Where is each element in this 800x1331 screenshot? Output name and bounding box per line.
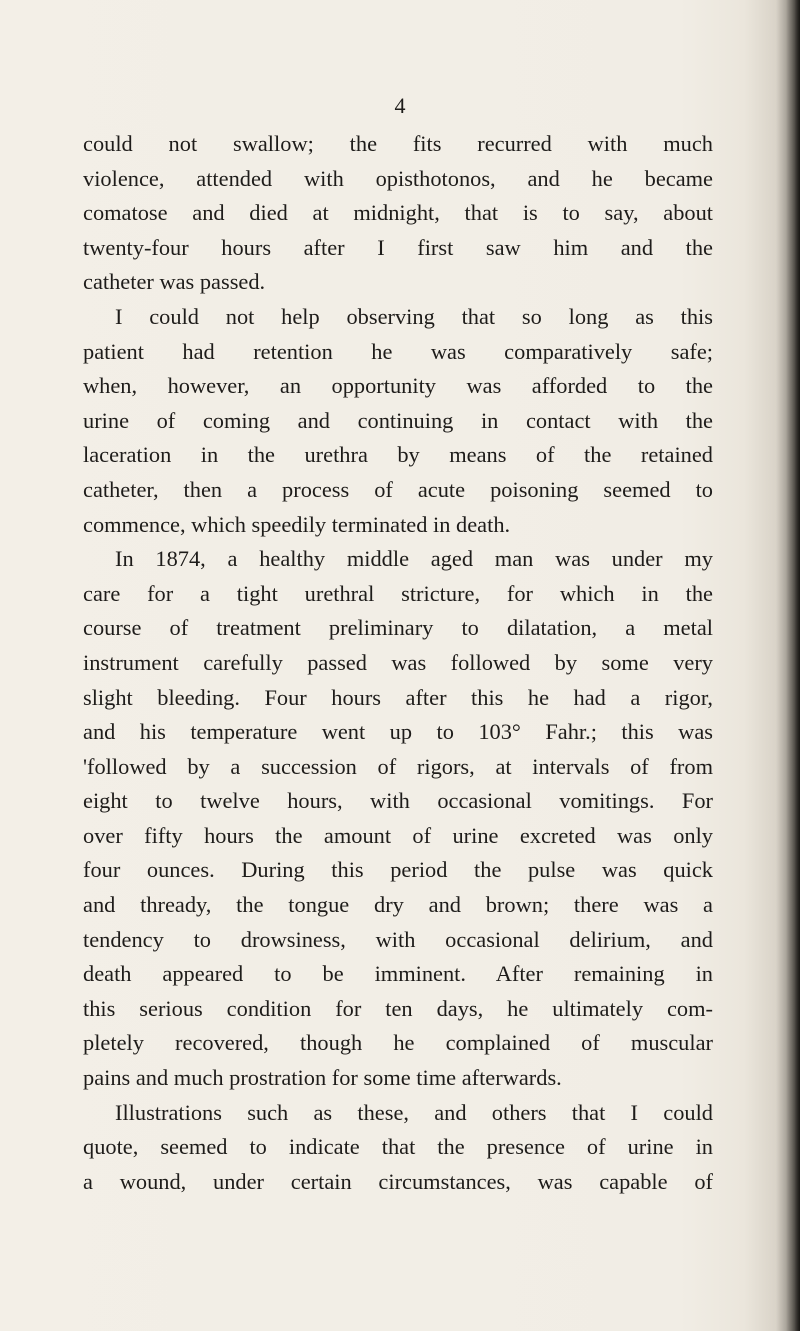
text-line: pletely recovered, though he complained of muscular bbox=[83, 1030, 713, 1056]
page-edge-shadow bbox=[786, 0, 800, 1331]
text-line: pains and much prostration for some time afterwards. bbox=[83, 1065, 562, 1091]
text-line: laceration in the urethra by means of the retained bbox=[83, 442, 713, 468]
text-line: slight bleeding. Four hours after this he had a rigor, bbox=[83, 684, 713, 710]
text-line: Illustrations such as these, and others that I could bbox=[115, 1099, 713, 1125]
text-line: when, however, an opportunity was afforded to the bbox=[83, 373, 713, 399]
page-number: 4 bbox=[394, 93, 406, 118]
text-line: comatose and died at midnight, that is to say, about bbox=[83, 200, 713, 226]
text-line: and his temperature went up to 103° Fahr.; this was bbox=[83, 719, 713, 745]
text-line: commence, which speedily terminated in death. bbox=[83, 511, 511, 537]
text-line: a wound, under certain circumstances, was capable of bbox=[83, 1168, 713, 1194]
text-line: patient had retention he was comparatively safe; bbox=[83, 338, 713, 364]
text-line: urine of coming and continuing in contact with the bbox=[83, 407, 713, 433]
text-line: In 1874, a healthy middle aged man was under my bbox=[115, 546, 713, 572]
text-line: four ounces. During this period the pulse was quick bbox=[83, 857, 713, 883]
text-line: catheter, then a process of acute poisoning seemed to bbox=[83, 476, 713, 502]
text-line: catheter was passed. bbox=[83, 269, 266, 295]
text-line: violence, attended with opisthotonos, and he became bbox=[83, 165, 713, 191]
text-line: course of treatment preliminary to dilatation, a metal bbox=[83, 615, 713, 641]
text-line: twenty-four hours after I first saw him and the bbox=[83, 234, 713, 260]
text-line: instrument carefully passed was followed by some very bbox=[83, 649, 713, 675]
text-line: and thready, the tongue dry and brown; there was a bbox=[83, 892, 713, 918]
body-text bbox=[83, 127, 713, 1199]
text-line: care for a tight urethral stricture, for which in the bbox=[83, 580, 713, 606]
text-line: tendency to drowsiness, with occasional delirium, and bbox=[83, 926, 713, 952]
text-line: this serious condition for ten days, he ultimately com- bbox=[83, 995, 713, 1021]
text-line: I could not help observing that so long as this bbox=[115, 303, 713, 329]
text-line: death appeared to be imminent. After remaining in bbox=[83, 961, 713, 987]
text-line: 'followed by a succession of rigors, at intervals of from bbox=[83, 753, 713, 779]
text-line: could not swallow; the fits recurred with much bbox=[83, 131, 713, 156]
text-line: over fifty hours the amount of urine excreted was only bbox=[83, 822, 713, 848]
text-line: quote, seemed to indicate that the presence of urine in bbox=[83, 1134, 713, 1160]
text-line: eight to twelve hours, with occasional vomitings. For bbox=[83, 788, 713, 814]
